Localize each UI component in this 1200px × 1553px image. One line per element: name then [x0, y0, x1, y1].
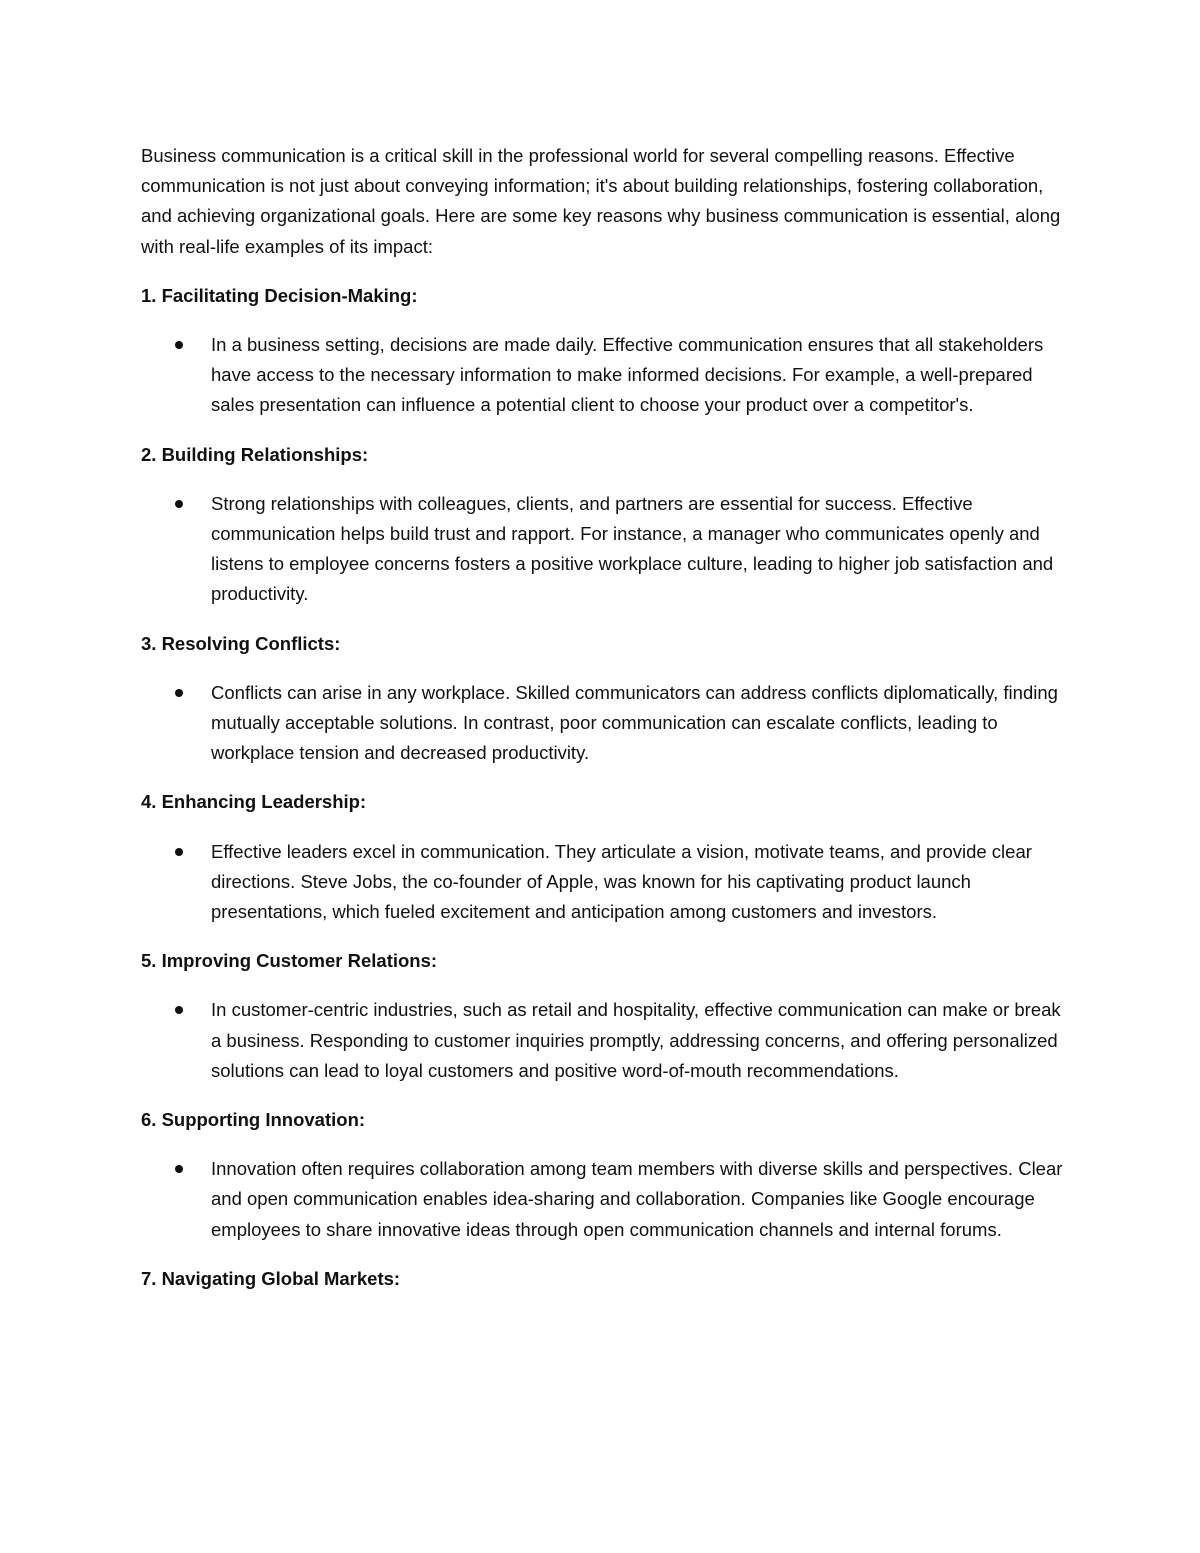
- section-list-5: [141, 995, 1071, 1086]
- bullet-icon: [175, 1006, 183, 1014]
- section-heading-6: 6. Supporting Innovation:: [141, 1109, 366, 1131]
- list-item: [211, 489, 1071, 610]
- section-list-1: [141, 330, 1071, 421]
- section-heading-1: 1. Facilitating Decision-Making:: [141, 284, 418, 306]
- document-body: [141, 141, 1071, 1313]
- section-list-4: [141, 837, 1071, 928]
- section-heading-7: 7. Navigating Global Markets:: [141, 1267, 401, 1289]
- list-item: [211, 1154, 1071, 1245]
- bullet-icon: [175, 1165, 183, 1173]
- section-heading-5: 5. Improving Customer Relations:: [141, 950, 438, 972]
- list-item: [211, 837, 1071, 928]
- section-heading-3: 3. Resolving Conflicts:: [141, 632, 341, 654]
- intro-paragraph: Business communication is a critical skill in the professional world for several compelling reasons. Effective communication is not just about conveying information; it's about building relationships, fostering collaboration, and achieving organizational goals. Here are some key reasons why business communication is essential, along with real-life examples of its impact:: [141, 145, 1061, 257]
- section-heading-4: 4. Enhancing Leadership:: [141, 791, 367, 813]
- bullet-text: Innovation often requires collaboration among team members with diverse skills and perspectives. Clear and open communication enables idea-sharing and collaboration. Companies like Google encourage employees to share innovative ideas through open communication channels and internal forums.: [211, 1158, 1063, 1240]
- bullet-text: Strong relationships with colleagues, clients, and partners are essential for success. Effective communication helps build trust and rapport. For instance, a manager who communicates openly and listens to employee concerns fosters a positive workplace culture, leading to higher job satisfaction and productivity.: [211, 492, 1054, 605]
- bullet-text: In a business setting, decisions are made daily. Effective communication ensures that all stakeholders have access to the necessary information to make informed decisions. For example, a well-prepared sales presentation can influence a potential client to choose your product over a competitor's.: [211, 334, 1044, 416]
- section-list-3: [141, 678, 1071, 769]
- bullet-icon: [175, 341, 183, 349]
- bullet-icon: [175, 848, 183, 856]
- bullet-text: Effective leaders excel in communication. They articulate a vision, motivate teams, and provide clear directions. Steve Jobs, the co-founder of Apple, was known for his captivating product launch presentations, which fueled excitement and anticipation among customers and investors.: [211, 840, 1032, 923]
- list-item: [211, 330, 1071, 421]
- list-item: [211, 995, 1071, 1086]
- bullet-icon: [175, 689, 183, 697]
- bullet-text: In customer-centric industries, such as retail and hospitality, effective communication can make or break a business. Responding to customer inquiries promptly, addressing concerns, and offering personalized solutions can lead to loyal customers and positive word-of-mouth recommendations.: [211, 999, 1061, 1081]
- list-item: [211, 678, 1071, 769]
- section-list-6: [141, 1154, 1071, 1245]
- section-list-2: [141, 489, 1071, 610]
- bullet-icon: [175, 500, 183, 508]
- bullet-text: Conflicts can arise in any workplace. Skilled communicators can address conflicts diplomatically, finding mutually acceptable solutions. In contrast, poor communication can escalate conflicts, leading to workplace tension and decreased productivity.: [211, 681, 1058, 764]
- section-heading-2: 2. Building Relationships:: [141, 443, 369, 465]
